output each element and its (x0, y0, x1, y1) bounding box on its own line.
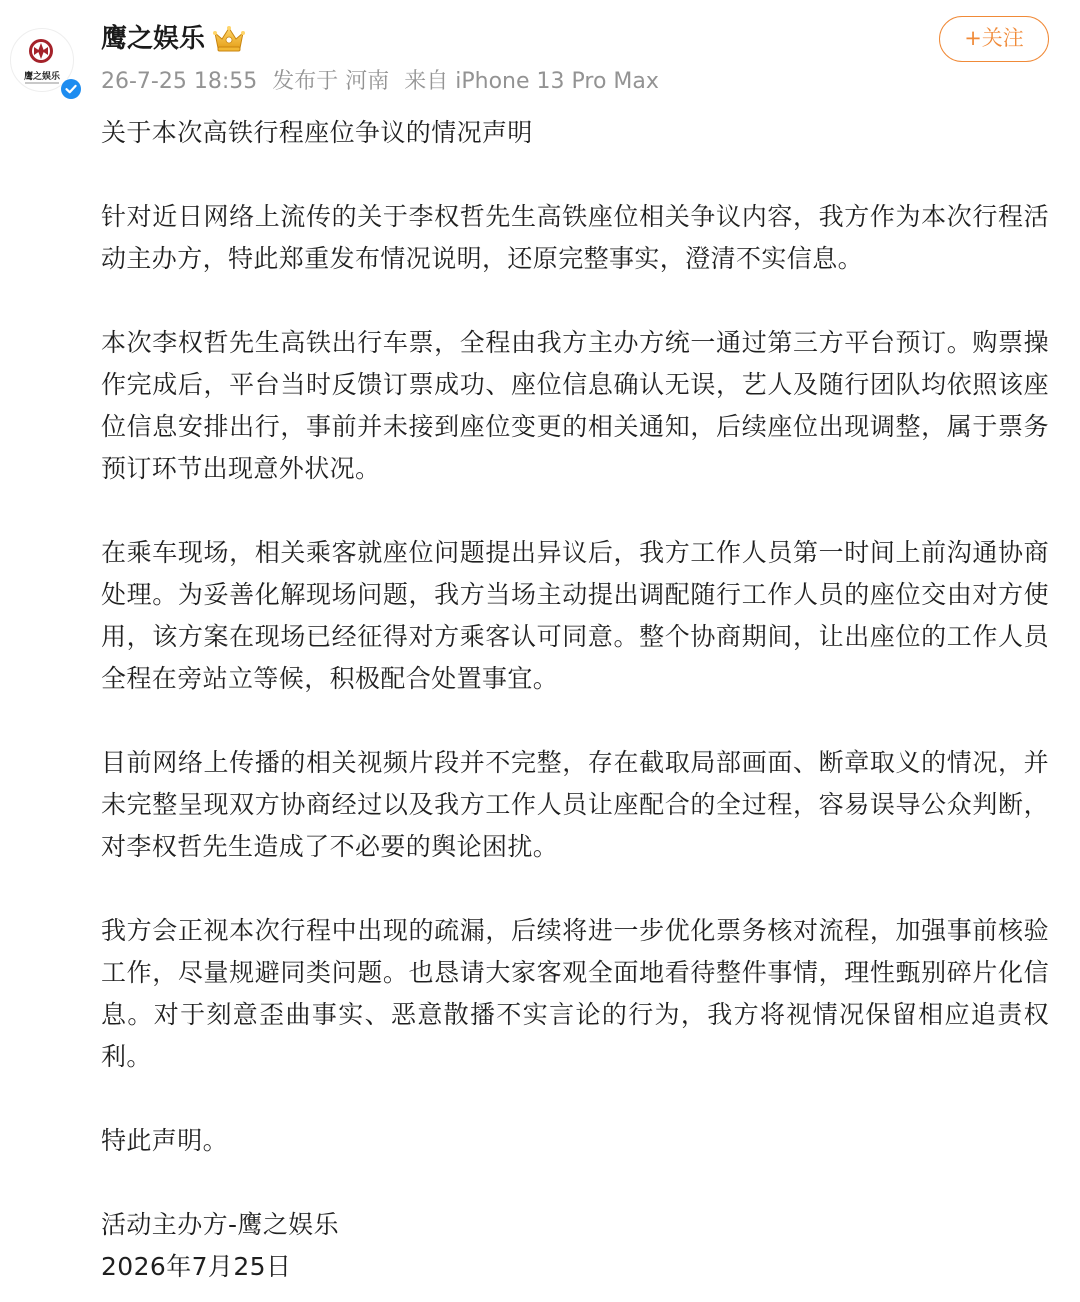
statement-closing: 特此声明。 (101, 1126, 229, 1155)
statement-paragraph: 目前网络上传播的相关视频片段并不完整，存在截取局部画面、断章取义的情况，并未完整呈现双方协商经过以及我方工作人员让座配合的全过程，容易误导公众判断，对李权哲先生造成了不必要的舆论困扰。 (101, 748, 1049, 861)
post-location: 发布于 河南 (272, 69, 390, 94)
avatar-subline (25, 82, 59, 84)
post-meta (101, 66, 667, 98)
vip-crown-icon[interactable] (212, 24, 246, 54)
avatar-brand-text: 鹰之娱乐 (23, 72, 60, 82)
statement-date: 2026年7月25日 (101, 1252, 292, 1281)
post-timestamp[interactable]: 26-7-25 18:55 (101, 69, 258, 94)
post-content (101, 112, 1049, 1288)
avatar[interactable] (10, 28, 80, 98)
verified-check-icon (60, 78, 82, 100)
statement-paragraph: 本次李权哲先生高铁出行车票，全程由我方主办方统一通过第三方平台预订。购票操作完成后，平台当时反馈订票成功、座位信息确认无误，艺人及随行团队均依照该座位信息安排出行，事前并未接到座位变更的相关通知，后续座位出现调整，属于票务预订环节出现意外状况。 (101, 328, 1049, 483)
eagle-logo-icon (25, 37, 57, 65)
statement-paragraph: 针对近日网络上流传的关于李权哲先生高铁座位相关争议内容，我方作为本次行程活动主办方，特此郑重发布情况说明，还原完整事实，澄清不实信息。 (101, 202, 1049, 273)
statement-paragraph: 在乘车现场，相关乘客就座位问题提出异议后，我方工作人员第一时间上前沟通协商处理。为妥善化解现场问题，我方当场主动提出调配随行工作人员的座位交由对方使用，该方案在现场已经征得对方乘客认可同意。整个协商期间，让出座位的工作人员全程在旁站立等候，积极配合处置事宜。 (101, 538, 1049, 693)
account-name[interactable]: 鹰之娱乐 (101, 24, 206, 54)
statement-title: 关于本次高铁行程座位争议的情况声明 (101, 118, 533, 147)
post-device: 来自 iPhone 13 Pro Max (404, 69, 659, 94)
statement-signature: 活动主办方-鹰之娱乐 (101, 1210, 340, 1239)
statement-paragraph: 我方会正视本次行程中出现的疏漏，后续将进一步优化票务核对流程，加强事前核验工作，尽量规避同类问题。也恳请大家客观全面地看待整件事情，理性甄别碎片化信息。对于刻意歪曲事实、恶意散播不实言论的行为，我方将视情况保留相应追责权利。 (101, 916, 1049, 1071)
follow-button[interactable]: +关注 (939, 16, 1049, 62)
